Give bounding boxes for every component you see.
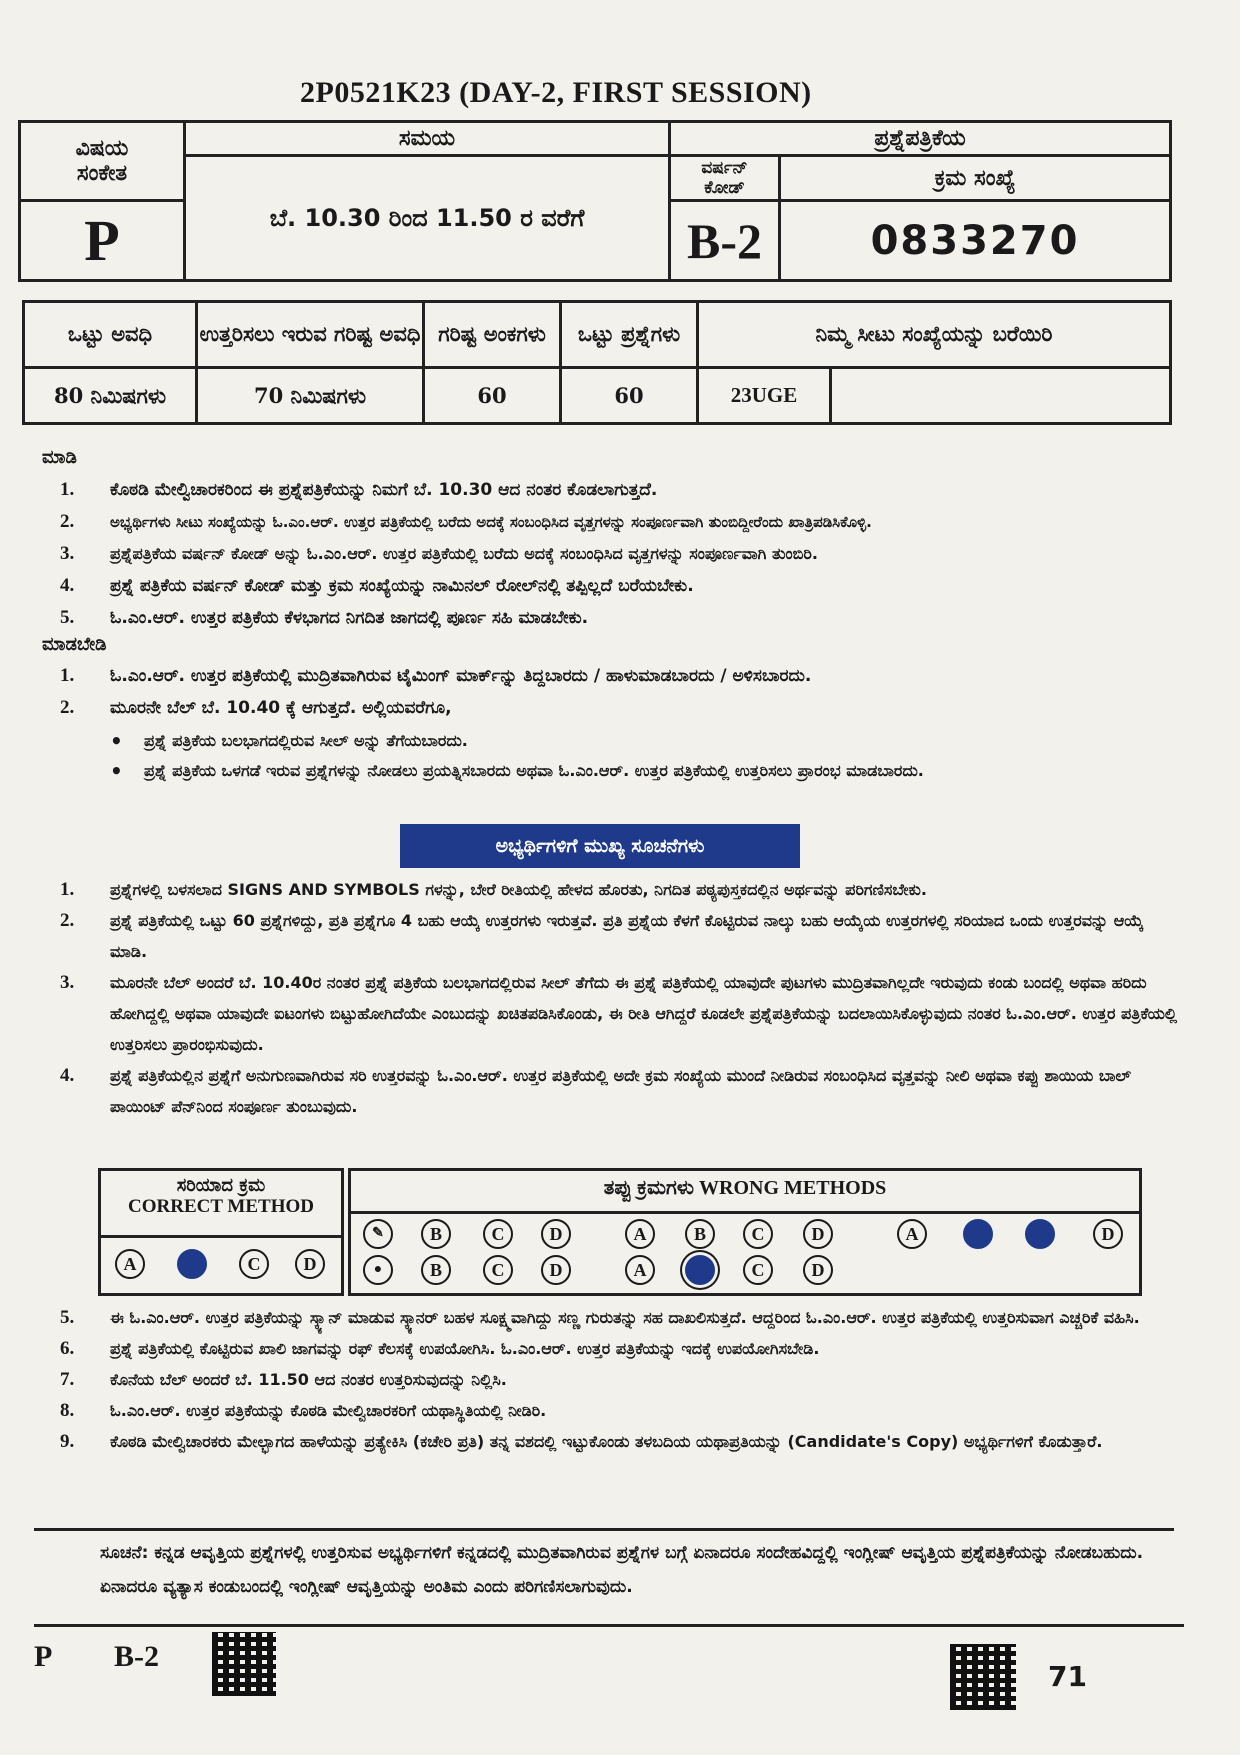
omr-bubble-filled bbox=[963, 1219, 993, 1249]
omr-bubble: A bbox=[625, 1219, 655, 1249]
omr-bubble: A bbox=[115, 1249, 145, 1279]
total-questions-label: ಒಟ್ಟು ಪ್ರಶ್ನೆಗಳು bbox=[561, 302, 698, 368]
max-marks-label: ಗರಿಷ್ಟ ಅಂಕಗಳು bbox=[424, 302, 561, 368]
list-item: 5. ಈ ಓ.ಎಂ.ಆರ್. ಉತ್ತರ ಪತ್ರಿಕೆಯನ್ನು ಸ್ಕ್ಯಾನ್ ಮಾಡುವ ಸ್ಕ್ಯಾನರ್ ಬಹಳ ಸೂಕ್ಷ್ಮವಾಗಿದ್ದು ಸಣ್ಣ ಗುರುತನ್ನು ಸಹ ದಾಖಲಿಸುತ್ತದೆ. ಆದ್ದರಿಂದ ಓ.ಎಂ.ಆರ್. ಉತ್ತರ ಪತ್ರಿಕೆಯಲ್ಲಿ ಉತ್ತರಿಸುವಾಗ ಎಚ್ಚರಿಕೆ ವಹಿಸಿ. bbox=[60, 1307, 1140, 1328]
omr-bubble: D bbox=[295, 1249, 325, 1279]
time-label: ಸಮಯ bbox=[185, 122, 670, 156]
omr-bubble: B bbox=[421, 1219, 451, 1249]
instructions-list-b bbox=[60, 1302, 1180, 1457]
omr-bubble: B bbox=[685, 1219, 715, 1249]
omr-bubble: D bbox=[803, 1255, 833, 1285]
omr-bubble-filled-ring bbox=[685, 1255, 715, 1285]
omr-bubble-filled: B bbox=[177, 1249, 207, 1279]
omr-bubble: A bbox=[897, 1219, 927, 1249]
omr-bubble-ticked: D bbox=[803, 1219, 833, 1249]
list-item: 3. ಮೂರನೇ ಬೆಲ್ ಅಂದರೆ ಬೆ. 10.40ರ ನಂತರ ಪ್ರಶ್ನೆ ಪತ್ರಿಕೆಯ ಬಲಭಾಗದಲ್ಲಿರುವ ಸೀಲ್ ತೆಗೆದು ಈ ಪ್ರಶ್ನೆ ಪತ್ರಿಕೆಯಲ್ಲಿ ಯಾವುದೇ ಪುಟಗಳು ಮುದ್ರಿತವಾಗಿಲ್ಲದೇ ಇರುವುದು ಕಂಡು ಬಂದಲ್ಲಿ ಅಥವಾ ಹರಿದು ಹೋಗಿದ್ದಲ್ಲಿ ಅಥವಾ ಯಾವುದೇ ಐಟಂಗಳು ಬಿಟ್ಟುಹೋಗಿದೆಯೇ ಎಂಬುದನ್ನು ಖಚಿತಪಡಿಸಿಕೊಂಡು, ಈ ರೀತಿ ಆಗಿದ್ದರೆ ಕೂಡಲೇ ಪ್ರಶ್ನೆಪತ್ರಿಕೆಯನ್ನು ಬದಲಾಯಿಸಿಕೊಳ್ಳುವುದು ನಂತರ ಓ.ಎಂ.ಆರ್. ಉತ್ತರ ಪತ್ರಿಕೆಯಲ್ಲಿ ಉತ್ತರಿಸಲು ಪ್ರಾರಂಭಿಸುವುದು. bbox=[60, 972, 1178, 1054]
list-item: 8. ಓ.ಎಂ.ಆರ್. ಉತ್ತರ ಪತ್ರಿಕೆಯನ್ನು ಕೊಠಡಿ ಮೇಲ್ವಿಚಾರಕರಿಗೆ ಯಥಾಸ್ಥಿತಿಯಲ್ಲಿ ನೀಡಿರಿ. bbox=[60, 1400, 547, 1421]
serial-number: 0833270 bbox=[780, 201, 1171, 281]
list-item: 7. ಕೊನೆಯ ಬೆಲ್ ಅಂದರೆ ಬೆ. 11.50 ಆದ ನಂತರ ಉತ್ತರಿಸುವುದನ್ನು ನಿಲ್ಲಿಸಿ. bbox=[60, 1369, 507, 1390]
list-item: 2. ಅಭ್ಯರ್ಥಿಗಳು ಸೀಟು ಸಂಖ್ಯೆಯನ್ನು ಓ.ಎಂ.ಆರ್. ಉತ್ತರ ಪತ್ರಿಕೆಯಲ್ಲಿ ಬರೆದು ಅದಕ್ಕೆ ಸಂಬಂಧಿಸಿದ ವೃತ್ತಗಳನ್ನು ಸಂಪೂರ್ಣವಾಗಿ ತುಂಬಿದ್ದೀರೆಂದು ಖಾತ್ರಿಪಡಿಸಿಕೊಳ್ಳಿ. bbox=[60, 511, 872, 532]
omr-bubble: D bbox=[541, 1219, 571, 1249]
barcode-icon bbox=[950, 1644, 1016, 1710]
list-item: 5. ಓ.ಎಂ.ಆರ್. ಉತ್ತರ ಪತ್ರಿಕೆಯ ಕೆಳಭಾಗದ ನಿಗದಿತ ಜಾಗದಲ್ಲಿ ಪೂರ್ಣ ಸಹಿ ಮಾಡಬೇಕು. bbox=[60, 607, 589, 628]
list-item: 9. ಕೊಠಡಿ ಮೇಲ್ವಿಚಾರಕರು ಮೇಲ್ಭಾಗದ ಹಾಳೆಯನ್ನು ಪ್ರತ್ಯೇಕಿಸಿ (ಕಚೇರಿ ಪ್ರತಿ) ತನ್ನ ವಶದಲ್ಲಿ ಇಟ್ಟುಕೊಂಡು ತಳಬದಿಯ ಯಥಾಪ್ರತಿಯನ್ನು (Candidate's Copy) ಅಭ್ಯರ್ಥಿಗಳಿಗೆ ಕೊಡುತ್ತಾರೆ. bbox=[60, 1431, 1103, 1452]
list-item: 4. ಪ್ರಶ್ನೆ ಪತ್ರಿಕೆಯ ವರ್ಷನ್ ಕೋಡ್ ಮತ್ತು ಕ್ರಮ ಸಂಖ್ಯೆಯನ್ನು ನಾಮಿನಲ್ ರೋಲ್‌ನಲ್ಲಿ ತಪ್ಪಿಲ್ಲದೆ ಬರೆಯಬೇಕು. bbox=[60, 575, 694, 596]
omr-bubble: D bbox=[1093, 1219, 1123, 1249]
divider bbox=[34, 1624, 1184, 1627]
paper-label: ಪ್ರಶ್ನೆಪತ್ರಿಕೆಯ bbox=[670, 122, 1171, 156]
omr-bubble: C bbox=[743, 1219, 773, 1249]
list-item: 1. ಪ್ರಶ್ನೆಗಳಲ್ಲಿ ಬಳಸಲಾದ SIGNS AND SYMBOLS ಗಳನ್ನು, ಬೇರೆ ರೀತಿಯಲ್ಲಿ ಹೇಳದ ಹೊರತು, ನಿಗದಿತ ಪಠ್ಯಪುಸ್ತಕದಲ್ಲಿನ ಅರ್ಥವನ್ನು ಪರಿಗಣಿಸಬೇಕು. bbox=[60, 879, 927, 900]
list-item: 3. ಪ್ರಶ್ನೆಪತ್ರಿಕೆಯ ವರ್ಷನ್ ಕೋಡ್ ಅನ್ನು ಓ.ಎಂ.ಆರ್. ಉತ್ತರ ಪತ್ರಿಕೆಯಲ್ಲಿ ಬರೆದು ಅದಕ್ಕೆ ಸಂಬಂಧಿಸಿದ ವೃತ್ತಗಳನ್ನು ಸಂಪೂರ್ಣವಾಗಿ ತುಂಬಿರಿ. bbox=[60, 543, 818, 564]
footer-subject: P bbox=[34, 1640, 53, 1673]
version-code: B-2 bbox=[670, 201, 780, 281]
divider bbox=[34, 1528, 1174, 1531]
wrong-methods-title: ತಪ್ಪು ಕ್ರಮಗಳು WRONG METHODS bbox=[603, 1177, 887, 1199]
page-number: 71 bbox=[1048, 1660, 1087, 1693]
version-label-2: ಕೋಡ್ bbox=[704, 178, 745, 198]
exam-details-table bbox=[22, 300, 1172, 425]
seat-number-label: ನಿಮ್ಮ ಸೀಟು ಸಂಖ್ಯೆಯನ್ನು ಬರೆಯಿರಿ bbox=[698, 302, 1171, 368]
omr-bubble: C bbox=[483, 1219, 513, 1249]
barcode-icon bbox=[212, 1632, 276, 1696]
donts-list bbox=[60, 660, 1180, 724]
list-item: 1. ಓ.ಎಂ.ಆರ್. ಉತ್ತರ ಪತ್ರಿಕೆಯಲ್ಲಿ ಮುದ್ರಿತವಾಗಿರುವ ಟೈಮಿಂಗ್ ಮಾರ್ಕ್‌ನ್ನು ತಿದ್ದಬಾರದು / ಹಾಳುಮಾಡಬಾರದು / ಅಳಿಸಬಾರದು. bbox=[60, 665, 812, 686]
version-code-label-cell bbox=[670, 156, 780, 201]
subject-code: P bbox=[20, 201, 185, 281]
exam-header-code: 2P0521K23 (DAY-2, FIRST SESSION) bbox=[300, 76, 812, 109]
footer-version: B-2 bbox=[114, 1640, 159, 1673]
total-duration-label: ಒಟ್ಟು ಅವಧಿ bbox=[24, 302, 197, 368]
version-label-1: ವರ್ಷನ್ bbox=[701, 158, 748, 178]
list-item: 2. ಮೂರನೇ ಬೆಲ್ ಬೆ. 10.40 ಕ್ಕೆ ಆಗುತ್ತದೆ. ಅಲ್ಲಿಯವರೆಗೂ, bbox=[60, 697, 452, 718]
answer-duration-label: ಉತ್ತರಿಸಲು ಇರುವ ಗರಿಷ್ಟ ಅವಧಿ bbox=[197, 302, 424, 368]
list-item: 2. ಪ್ರಶ್ನೆ ಪತ್ರಿಕೆಯಲ್ಲಿ ಒಟ್ಟು 60 ಪ್ರಶ್ನೆಗಳಿದ್ದು, ಪ್ರತಿ ಪ್ರಶ್ನೆಗೂ 4 ಬಹು ಆಯ್ಕೆ ಉತ್ತರಗಳು ಇರುತ್ತವೆ. ಪ್ರತಿ ಪ್ರಶ್ನೆಯ ಕೆಳಗೆ ಕೊಟ್ಟಿರುವ ನಾಲ್ಕು ಬಹು ಆಯ್ಕೆಯ ಉತ್ತರಗಳಲ್ಲಿ ಸರಿಯಾದ ಒಂದು ಉತ್ತರವನ್ನು ಆಯ್ಕೆ ಮಾಡಿ. bbox=[60, 910, 1144, 961]
omr-bubble-filled bbox=[1025, 1219, 1055, 1249]
max-marks: 60 bbox=[424, 368, 561, 424]
omr-bubble: B bbox=[421, 1255, 451, 1285]
instructions-list-a bbox=[60, 874, 1180, 1122]
list-item: • ಪ್ರಶ್ನೆ ಪತ್ರಿಕೆಯ ಬಲಭಾಗದಲ್ಲಿರುವ ಸೀಲ್ ಅನ್ನು ತೆಗೆಯಬಾರದು. bbox=[110, 729, 468, 753]
serial-label: ಕ್ರಮ ಸಂಖ್ಯೆ bbox=[780, 156, 1171, 201]
subject-code-label-cell bbox=[20, 122, 185, 201]
donts-heading: ಮಾಡಬೇಡಿ bbox=[42, 634, 107, 655]
subject-code-label-1: ವಿಷಯ bbox=[75, 136, 129, 161]
total-questions: 60 bbox=[561, 368, 698, 424]
omr-bubble-scribbled: ✎ bbox=[363, 1219, 393, 1249]
list-item: • ಪ್ರಶ್ನೆ ಪತ್ರಿಕೆಯ ಒಳಗಡೆ ಇರುವ ಪ್ರಶ್ನೆಗಳನ್ನು ನೋಡಲು ಪ್ರಯತ್ನಿಸಬಾರದು ಅಥವಾ ಓ.ಎಂ.ಆರ್. ಉತ್ತರ ಪತ್ರಿಕೆಯಲ್ಲಿ ಉತ್ತರಿಸಲು ಪ್ರಾರಂಭ ಮಾಡಬಾರದು. bbox=[110, 759, 924, 783]
dos-list bbox=[60, 474, 1180, 634]
donts-bullets bbox=[110, 726, 1170, 786]
correct-method-title-kn: ಸರಿಯಾದ ಕ್ರಮ bbox=[176, 1175, 266, 1196]
list-item: 1. ಕೊಠಡಿ ಮೇಲ್ವಿಚಾರಕರಿಂದ ಈ ಪ್ರಶ್ನೆಪತ್ರಿಕೆಯನ್ನು ನಿಮಗೆ ಬೆ. 10.30 ಆದ ನಂತರ ಕೊಡಲಾಗುತ್ತದೆ. bbox=[60, 479, 658, 500]
top-info-table bbox=[18, 120, 1172, 282]
wrong-methods-box bbox=[348, 1168, 1142, 1296]
correct-method-title-en: CORRECT METHOD bbox=[128, 1196, 314, 1217]
subject-code-label-2: ಸಂಕೇತ bbox=[76, 161, 128, 186]
correct-method-box bbox=[98, 1168, 344, 1296]
instructions-banner: ಅಭ್ಯರ್ಥಿಗಳಿಗೆ ಮುಖ್ಯ ಸೂಚನೆಗಳು bbox=[400, 824, 800, 868]
language-note: ಸೂಚನೆ: ಕನ್ನಡ ಆವೃತ್ತಿಯ ಪ್ರಶ್ನೆಗಳಲ್ಲಿ ಉತ್ತರಿಸುವ ಅಭ್ಯರ್ಥಿಗಳಿಗೆ ಕನ್ನಡದಲ್ಲಿ ಮುದ್ರಿತವಾಗಿರುವ ಪ್ರಶ್ನೆಗಳ ಬಗ್ಗೆ ಏನಾದರೂ ಸಂದೇಹವಿದ್ದಲ್ಲಿ ಇಂಗ್ಲೀಷ್ ಆವೃತ್ತಿಯ ಪ್ರಶ್ನೆಪತ್ರಿಕೆಯನ್ನು ನೋಡಬಹುದು. ಏನಾದರೂ ವ್ಯತ್ಯಾಸ ಕಂಡುಬಂದಲ್ಲಿ ಇಂಗ್ಲೀಷ್ ಆವೃತ್ತಿಯನ್ನು ಅಂತಿಮ ಎಂದು ಪರಿಗಣಿಸಲಾಗುವುದು. bbox=[100, 1543, 1144, 1597]
list-item: 4. ಪ್ರಶ್ನೆ ಪತ್ರಿಕೆಯಲ್ಲಿನ ಪ್ರಶ್ನೆಗೆ ಅನುಗುಣವಾಗಿರುವ ಸರಿ ಉತ್ತರವನ್ನು ಓ.ಎಂ.ಆರ್. ಉತ್ತರ ಪತ್ರಿಕೆಯಲ್ಲಿ ಅದೇ ಕ್ರಮ ಸಂಖ್ಯೆಯ ಮುಂದೆ ನೀಡಿರುವ ಸಂಬಂಧಿಸಿದ ವೃತ್ತವನ್ನು ನೀಲಿ ಅಥವಾ ಕಪ್ಪು ಶಾಯಿಯ ಬಾಲ್ ಪಾಯಿಂಟ್ ಪೆನ್‌ನಿಂದ ಸಂಪೂರ್ಣ ತುಂಬುವುದು. bbox=[60, 1065, 1131, 1116]
omr-bubble: D bbox=[541, 1255, 571, 1285]
answer-duration: 70 ನಿಮಿಷಗಳು bbox=[197, 368, 424, 424]
omr-bubble-partial: ● bbox=[363, 1255, 393, 1285]
list-item: 6. ಪ್ರಶ್ನೆ ಪತ್ರಿಕೆಯಲ್ಲಿ ಕೊಟ್ಟಿರುವ ಖಾಲಿ ಜಾಗವನ್ನು ರಫ್ ಕೆಲಸಕ್ಕೆ ಉಪಯೋಗಿಸಿ. ಓ.ಎಂ.ಆರ್. ಉತ್ತರ ಪತ್ರಿಕೆಯನ್ನು ಇದಕ್ಕೆ ಉಪಯೋಗಿಸಬೇಡಿ. bbox=[60, 1338, 820, 1359]
total-duration: 80 ನಿಮಿಷಗಳು bbox=[24, 368, 197, 424]
time-value: ಬೆ. 10.30 ರಿಂದ 11.50 ರ ವರೆಗೆ bbox=[185, 156, 670, 281]
seat-number-field[interactable] bbox=[831, 368, 1171, 424]
omr-bubble: C bbox=[239, 1249, 269, 1279]
omr-bubble: A bbox=[625, 1255, 655, 1285]
omr-bubble: C bbox=[743, 1255, 773, 1285]
seat-prefix: 23UGE bbox=[698, 368, 831, 424]
dos-heading: ಮಾಡಿ bbox=[42, 447, 77, 468]
omr-bubble: C bbox=[483, 1255, 513, 1285]
